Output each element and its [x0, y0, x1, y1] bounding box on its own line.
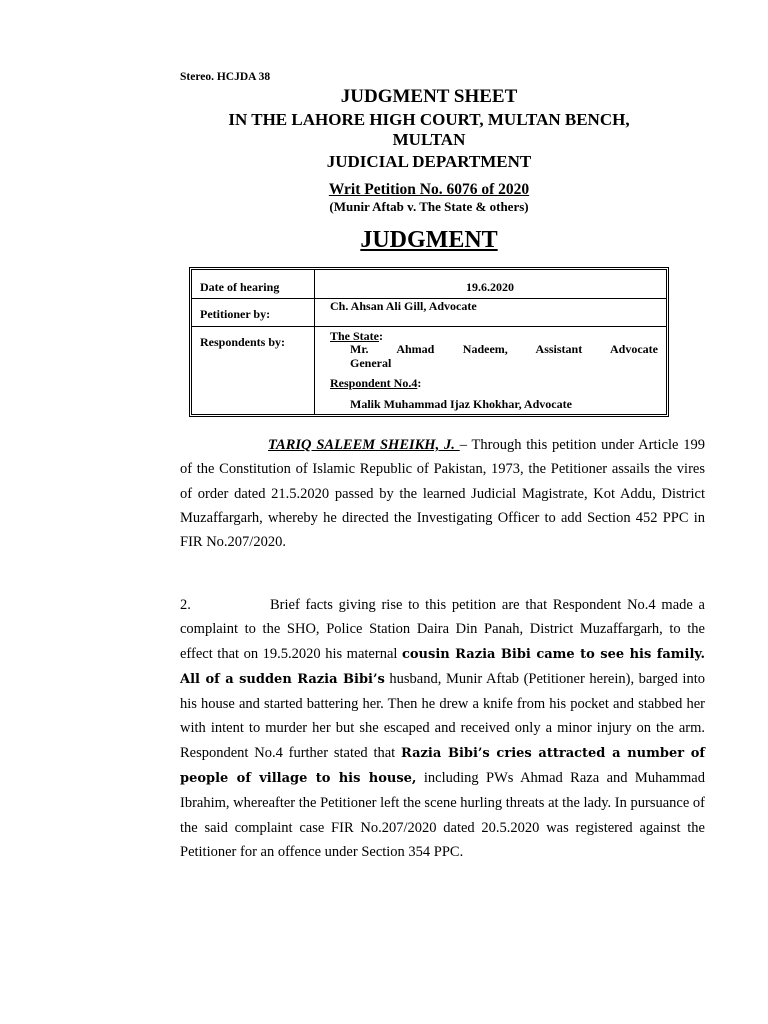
court-name: [180, 110, 678, 150]
sheet-title: JUDGMENT SHEET: [340, 86, 518, 107]
paragraph-2-text-e: including PWs Ahmad Raza and Muhammad Ibrahim, whereafter the Petitioner left the scene hurling threats at the lady. In pursuance of the said complaint case FIR No.207/2020 dated 20.5.2020 was registered against the Petitioner for an offence under Section 354 PPC.: [180, 770, 705, 860]
date-of-hearing-label: Date of hearing: [200, 280, 280, 294]
court-line-1: IN THE LAHORE HIGH COURT, MULTAN BENCH,: [228, 110, 630, 129]
paragraph-2: [180, 593, 705, 864]
respondents-label: Respondents by:: [200, 335, 286, 349]
paragraph-2-text-a: Brief facts giving rise to this petition are that Respondent No.4 made a complaint to the SHO, Police Station Daira Din Panah, District Muzaffargarh, to the effect that on 19.5.2020 his maternal: [180, 597, 705, 662]
respondent4-heading-text: Respondent No.4: [330, 376, 418, 390]
department: JUDICIAL DEPARTMENT: [326, 152, 532, 171]
petitioner-label: Petitioner by:: [200, 307, 271, 321]
state-heading-colon: :: [379, 329, 383, 343]
date-of-hearing-value: 19.6.2020: [466, 280, 514, 294]
respondent4-heading-colon: :: [417, 376, 422, 390]
respondent4-counsel: Malik Muhammad Ijaz Khokhar, Advocate: [350, 397, 572, 411]
respondent4-heading: [330, 376, 421, 391]
state-counsel-line-1: Mr. Ahmad Nadeem, Assistant Advocate: [350, 342, 658, 356]
petitioner-counsel: Ch. Ahsan Ali Gill, Advocate: [330, 299, 477, 313]
paragraph-2-number: 2.: [180, 597, 191, 613]
paragraph-2-text-b: cousin Razia Bibi came to see his family. All of a sudden Razia Bibi’s: [180, 646, 705, 687]
judgment-title: JUDGMENT: [360, 227, 498, 253]
petition-number: Writ Petition No. 6076 of 2020: [328, 181, 530, 198]
court-line-2: MULTAN: [392, 130, 466, 149]
stereo-reference: Stereo. HCJDA 38: [180, 71, 271, 83]
table-row-divider: [192, 326, 666, 327]
paragraph-1-text: – Through this petition under Article 199 of the Constitution of Islamic Republic of Pakistan, 1973, the Petitioner assails the vires of order dated 21.5.2020 passed by the learned Judicial Magistrate, Kot Addu, District Muzaffargarh, whereby he directed the Investigating Officer to add Section 452 PPC in FIR No.207/2020.: [180, 437, 705, 551]
hearing-details-table: [189, 267, 669, 417]
state-counsel-line-2: General: [350, 356, 392, 370]
judge-name: TARIQ SALEEM SHEIKH, J.: [268, 437, 460, 453]
paragraph-2-text-c: husband, Munir Aftab (Petitioner herein), barged into his house and started battering her. Then he drew a knife from his pocket and stabbed her with intent to murder her but she escaped and received only a minor injury on the arm. Respondent No.4 further stated that: [180, 670, 705, 761]
paragraph-1: [180, 433, 705, 554]
paragraph-2-text-d: Razia Bibi’s cries attracted a number of people of village to his house,: [180, 745, 706, 787]
case-parties: (Munir Aftab v. The State & others): [329, 199, 529, 214]
state-heading-text: The State: [330, 329, 379, 343]
